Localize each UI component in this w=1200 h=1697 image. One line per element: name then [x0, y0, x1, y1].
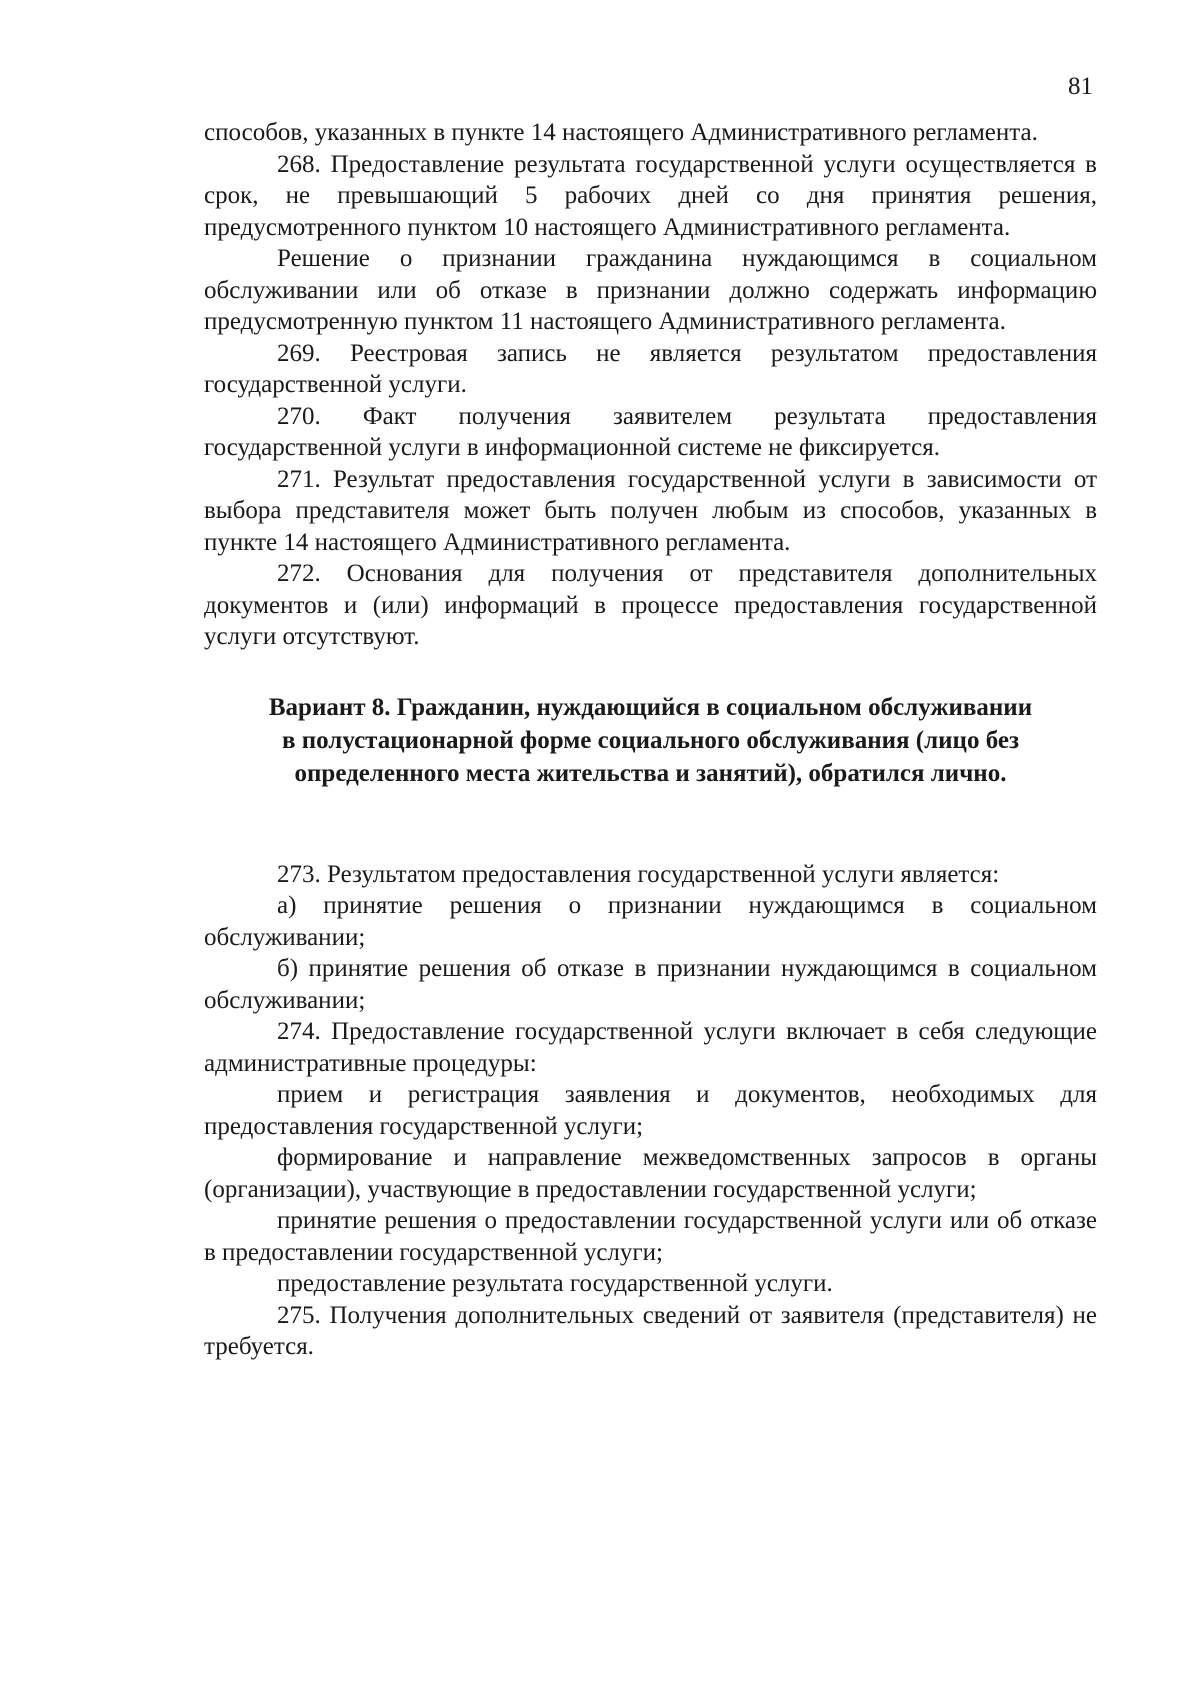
paragraph-269: 269. Реестровая запись не является результатом предоставления государственной услуги. [204, 339, 1097, 398]
list-item-b: б) принятие решения об отказе в признании нуждающимся в социальном обслуживании; [204, 955, 1097, 1014]
paragraph-continuation: способов, указанных в пункте 14 настоящего Административного регламента. [204, 119, 1038, 146]
paragraph-273: 273. Результатом предоставления государственной услуги является: [277, 860, 1000, 888]
list-item-a: а) принятие решения о признании нуждающимся в социальном обслуживании; [204, 892, 1097, 951]
procedure-item: формирование и направление межведомственных запросов в органы (организации), участвующие в предоставлении государственной услуги; [204, 1144, 1097, 1203]
paragraph-272: 272. Основания для получения от представителя дополнительных документов и (или) информаций в процессе предоставления государственной услуги отсутствуют. [204, 560, 1097, 650]
paragraph-decision: Решение о признании гражданина нуждающимся в социальном обслуживании или об отказе в признании должно содержать информацию предусмотренную пунктом 11 настоящего Административного регламента. [204, 245, 1097, 335]
procedure-item: прием и регистрация заявления и документов, необходимых для предоставления государственной услуги; [204, 1081, 1097, 1140]
heading-line: определенного места жительства и занятий), обратился лично. [294, 759, 1007, 787]
paragraph-275: 275. Получения дополнительных сведений от заявителя (представителя) не требуется. [204, 1301, 1097, 1360]
paragraph-274: 274. Предоставление государственной услуги включает в себя следующие административные процедуры: [204, 1018, 1097, 1077]
procedure-item: принятие решения о предоставлении государственной услуги или об отказе в предоставлении государственной услуги; [204, 1207, 1097, 1266]
procedure-item: предоставление результата государственной услуги. [277, 1270, 833, 1297]
paragraph-271: 271. Результат предоставления государственной услуги в зависимости от выбора представителя может быть получен любым из способов, указанных в пункте 14 настоящего Административного регламента. [204, 465, 1097, 556]
section-heading-variant-8 [204, 691, 1097, 790]
document-body [204, 117, 1097, 1363]
page-number: 81 [1068, 73, 1093, 100]
paragraph-268: 268. Предоставление результата государственной услуги осуществляется в срок, не превышающий 5 рабочих дней со дня принятия решения, предусмотренного пунктом 10 настоящего Административного регламента. [204, 150, 1097, 241]
heading-line: Вариант 8. Гражданин, нуждающийся в социальном обслуживании [268, 693, 1033, 721]
paragraph-270: 270. Факт получения заявителем результата предоставления государственной услуги в информационной системе не фиксируется. [204, 402, 1097, 461]
heading-line: в полустационарной форме социального обслуживания (лицо без [281, 726, 1020, 754]
